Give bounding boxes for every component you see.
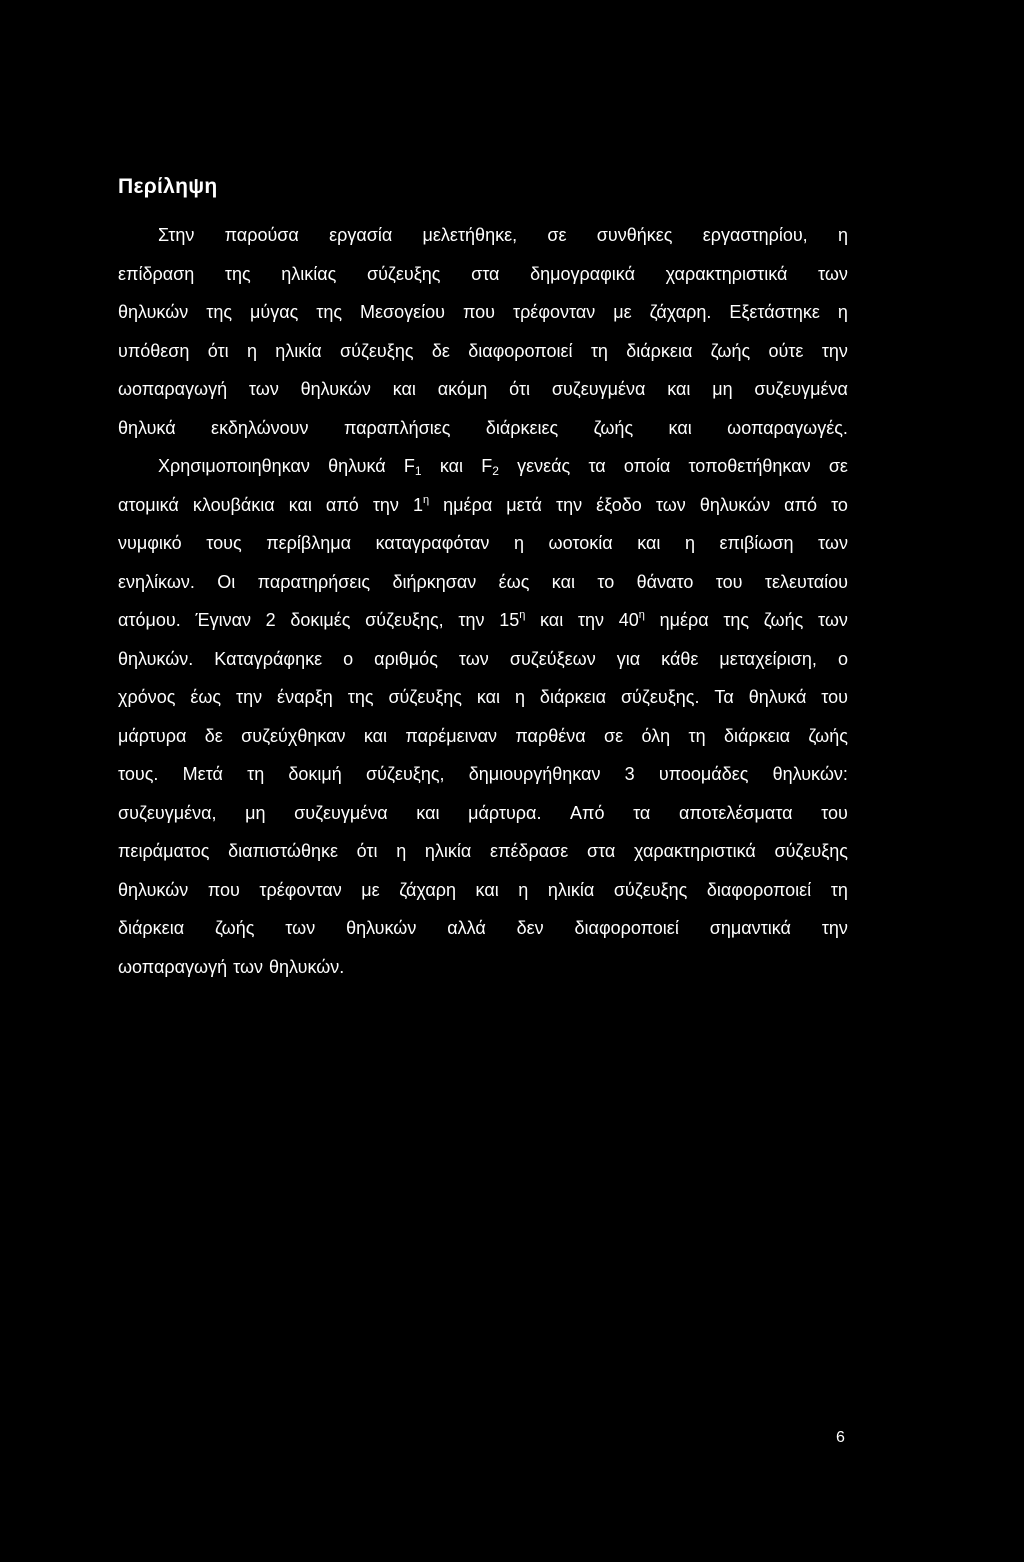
word: για [616, 648, 641, 669]
word: στα [471, 263, 500, 284]
word: εκδηλώνουν [211, 417, 309, 438]
word: δε [431, 340, 450, 361]
word: την [556, 494, 583, 515]
word: δημιουργήθηκαν [468, 764, 601, 784]
word: από [325, 494, 359, 515]
abstract-body [118, 216, 848, 986]
word: της [723, 610, 750, 630]
word: η [837, 302, 848, 322]
word: έναρξη [277, 687, 333, 707]
word: την [372, 494, 399, 515]
word: η [513, 533, 524, 553]
word: $1^\eta$ [412, 493, 430, 515]
word: ζάχαρη [399, 879, 456, 900]
word: θηλυκών [346, 918, 417, 938]
word: και [439, 456, 463, 476]
text-line [118, 640, 848, 679]
word: μάρτυρα. [468, 802, 542, 823]
word: τους. [118, 764, 159, 784]
word: του [715, 571, 743, 592]
word: έξοδο [596, 494, 642, 515]
word: κάθε [661, 648, 699, 669]
text-line [118, 486, 848, 525]
word: που [207, 879, 240, 900]
word: η [396, 841, 407, 861]
word: 2 [265, 610, 276, 630]
text-line [118, 409, 848, 448]
word: ενηλίκων. [118, 571, 195, 592]
word: ζωής [710, 340, 751, 361]
word: εργασία [329, 225, 393, 245]
word: παρατηρήσεις [257, 571, 371, 592]
word: και [363, 725, 388, 746]
word: θηλυκών [300, 379, 371, 399]
word: Εξετάστηκε [729, 302, 820, 322]
word: έως [190, 687, 222, 707]
word: και [668, 417, 692, 438]
word: την [821, 340, 848, 361]
word: αλλά [447, 918, 486, 938]
word: τη [247, 764, 265, 784]
word: την [458, 610, 485, 630]
word: ωοπαραγωγές. [727, 417, 848, 438]
word: των [248, 379, 279, 399]
word: θηλυκών [118, 302, 189, 322]
text-line [118, 794, 848, 833]
word: σύζευξης [388, 687, 462, 707]
word: ηλικία [424, 841, 472, 861]
word: $F_1$ [403, 456, 422, 478]
word: την [236, 687, 263, 707]
word: της [224, 263, 251, 284]
word: συζευγμένα [754, 379, 848, 399]
word: των [458, 648, 489, 669]
word: θηλυκών [699, 494, 771, 515]
word: των [817, 263, 848, 284]
word: και [475, 879, 499, 900]
text-line [118, 216, 848, 255]
word: Από [570, 802, 605, 823]
text-line [118, 293, 848, 332]
word: της [206, 302, 233, 322]
text-line [118, 563, 848, 602]
word: Καταγράφηκε [214, 648, 323, 669]
word: συζεύξεων [509, 648, 596, 669]
page-number: 6 [836, 1429, 845, 1446]
word: των [817, 610, 848, 630]
word: που [462, 302, 495, 322]
word: έως [498, 571, 530, 592]
word: Μεσογείου [359, 302, 446, 322]
word: ακόμη [437, 379, 488, 399]
word: $40^\eta$ [618, 609, 645, 630]
text-line [118, 524, 848, 563]
word: ούτε [768, 340, 804, 361]
word: και [637, 533, 661, 553]
word: μεταχείριση, [719, 648, 817, 669]
word: δεν [516, 918, 544, 938]
word: ατομικά [118, 494, 179, 515]
word: παρέμειναν [405, 725, 498, 746]
word: την [577, 610, 605, 630]
text-line [118, 755, 848, 794]
word: αποτελέσματα [678, 802, 793, 823]
text-line [118, 601, 848, 640]
word: θηλυκών [118, 879, 189, 900]
word: συζευγμένα, [118, 802, 217, 823]
word: επέδρασε [490, 841, 569, 861]
word: μετά [506, 494, 542, 515]
word: η [837, 225, 848, 245]
word: περίβλημα [266, 533, 352, 553]
text-line [118, 832, 848, 871]
word: πειράματος [118, 841, 210, 861]
word: χαρακτηριστικά [634, 841, 756, 861]
word: τοποθετήθηκαν [688, 456, 811, 476]
word: θηλυκά [118, 417, 176, 438]
text-line [118, 717, 848, 756]
word: θηλυκών. [118, 648, 194, 669]
word: διάρκειες [485, 417, 559, 438]
word: η [246, 340, 257, 361]
word: διάρκεια [626, 340, 693, 361]
word: $15^\eta$ [499, 609, 526, 630]
word: τους [206, 533, 242, 553]
word: ημέρα [443, 494, 493, 515]
word: ηλικία [275, 340, 322, 361]
word: την [821, 918, 848, 938]
word: δοκιμή [288, 764, 342, 784]
text-line [118, 370, 848, 409]
word: και [476, 687, 501, 707]
word: η [684, 533, 695, 553]
word: υποομάδες [658, 764, 749, 784]
text-line [118, 948, 848, 987]
word: επιβίωση [719, 533, 794, 553]
word: σύζευξης [774, 841, 848, 861]
word: ατόμου. [118, 610, 181, 630]
word: του [821, 687, 848, 707]
word: διάρκεια [118, 918, 185, 938]
word: ότι [207, 340, 229, 361]
word: σύζευξης [340, 340, 414, 361]
word: σύζευξης. [620, 687, 700, 707]
word: με [613, 302, 632, 322]
word: ότι [509, 379, 531, 399]
word: τη [688, 725, 706, 746]
word: του [821, 802, 848, 823]
word: με [361, 879, 380, 900]
word: το [597, 571, 615, 592]
word: από [784, 494, 818, 515]
word: 3 [624, 764, 635, 784]
word: το [831, 494, 848, 515]
word: διαφοροποιεί [574, 918, 679, 938]
word: μη [245, 802, 266, 823]
word: μελετήθηκε, [422, 225, 518, 245]
word: Οι [217, 571, 236, 592]
word: των [285, 918, 316, 938]
word: τα [633, 802, 651, 823]
word: διαφοροποιεί [706, 879, 812, 900]
word: και [667, 379, 691, 399]
word: παραπλήσιες [343, 417, 451, 438]
word: νυμφικό [118, 533, 182, 553]
word: δε [204, 725, 223, 746]
word: και [392, 379, 416, 399]
word: τα [588, 456, 606, 476]
word: καταγραφόταν [375, 533, 490, 553]
word: θηλυκών: [772, 764, 848, 784]
word: Μετά [182, 764, 223, 784]
word: μη [712, 379, 733, 399]
word: μάρτυρα [118, 725, 187, 746]
word: ότι [356, 841, 378, 861]
word: η [518, 879, 529, 900]
word: Χρησιμοποιηθηκαν [158, 456, 310, 476]
word: διαπιστώθηκε [228, 841, 338, 861]
word: στα [586, 841, 616, 861]
word: τρέφονταν [259, 879, 342, 900]
word: γενεάς [517, 456, 571, 476]
word: και [551, 571, 575, 592]
word: και [540, 610, 564, 630]
word: υπόθεση [118, 340, 190, 361]
text-line [118, 871, 848, 910]
word: μύγας [249, 302, 299, 322]
word: κλουβάκια [192, 494, 275, 515]
word: Τα [714, 687, 734, 707]
word: των [655, 494, 686, 515]
word: η [514, 687, 525, 707]
word: επίδραση [118, 263, 195, 284]
word: σύζευξης [366, 263, 441, 284]
word: $F_2$ [481, 456, 499, 478]
word: ο [343, 648, 354, 669]
word: σε [547, 225, 567, 245]
word: Έγιναν [195, 610, 251, 630]
word: και [288, 494, 312, 515]
word: σε [828, 456, 848, 476]
word: των [818, 533, 848, 553]
text-line [118, 332, 848, 371]
word: οποία [623, 456, 671, 476]
word: θάνατο [636, 571, 694, 592]
text-line [118, 909, 848, 948]
word: ημέρα [659, 610, 709, 630]
word: χαρακτηριστικά [665, 263, 788, 284]
word: τελευταίου [764, 571, 848, 592]
word: ζωής [593, 417, 634, 438]
word: διήρκησαν [392, 571, 477, 592]
text-line [118, 255, 848, 294]
text-line [118, 678, 848, 717]
word: θηλυκών. [269, 956, 345, 977]
word: ηλικίας [281, 263, 337, 284]
word: δημογραφικά [530, 263, 635, 284]
word: τη [590, 340, 608, 361]
text-line [118, 447, 848, 486]
word: συζευγμένα [294, 802, 388, 823]
word: ωοπαραγωγή [118, 956, 228, 977]
word: σε [604, 725, 624, 746]
word: χρόνος [118, 687, 176, 707]
word: σύζευξης [613, 879, 688, 900]
word: παρούσα [224, 225, 299, 245]
word: σημαντικά [709, 918, 791, 938]
word: ωοπαραγωγή [118, 379, 228, 399]
word: συζευγμένα [551, 379, 646, 399]
word: διαφοροποιεί [468, 340, 573, 361]
word: διάρκεια [539, 687, 607, 707]
word: όλη [641, 725, 671, 746]
word: θηλυκά [328, 456, 386, 476]
word: συζεύχθηκαν [241, 725, 346, 746]
word: ζωής [214, 918, 255, 938]
word: δοκιμές [290, 610, 351, 630]
word: ωοτοκία [548, 533, 613, 553]
word: ζωής [763, 610, 804, 630]
word: τη [830, 879, 848, 900]
word: διάρκεια [723, 725, 791, 746]
word: εργαστηρίου, [702, 225, 808, 245]
word: τρέφονταν [512, 302, 596, 322]
word: ζάχαρη. [649, 302, 712, 322]
word: σύζευξης, [365, 610, 444, 630]
word: των [233, 956, 264, 977]
word: της [316, 302, 343, 322]
word: ζωής [808, 725, 848, 746]
word: ηλικία [547, 879, 595, 900]
word: παρθένα [515, 725, 586, 746]
word: συνθήκες [596, 225, 673, 245]
word: Στην [158, 225, 195, 245]
word: αριθμός [374, 648, 438, 669]
word: ο [837, 648, 848, 669]
word: θηλυκά [748, 687, 807, 707]
section-heading: Περίληψη [118, 175, 218, 198]
word: σύζευξης, [366, 764, 445, 784]
word: της [347, 687, 374, 707]
word: και [416, 802, 440, 823]
